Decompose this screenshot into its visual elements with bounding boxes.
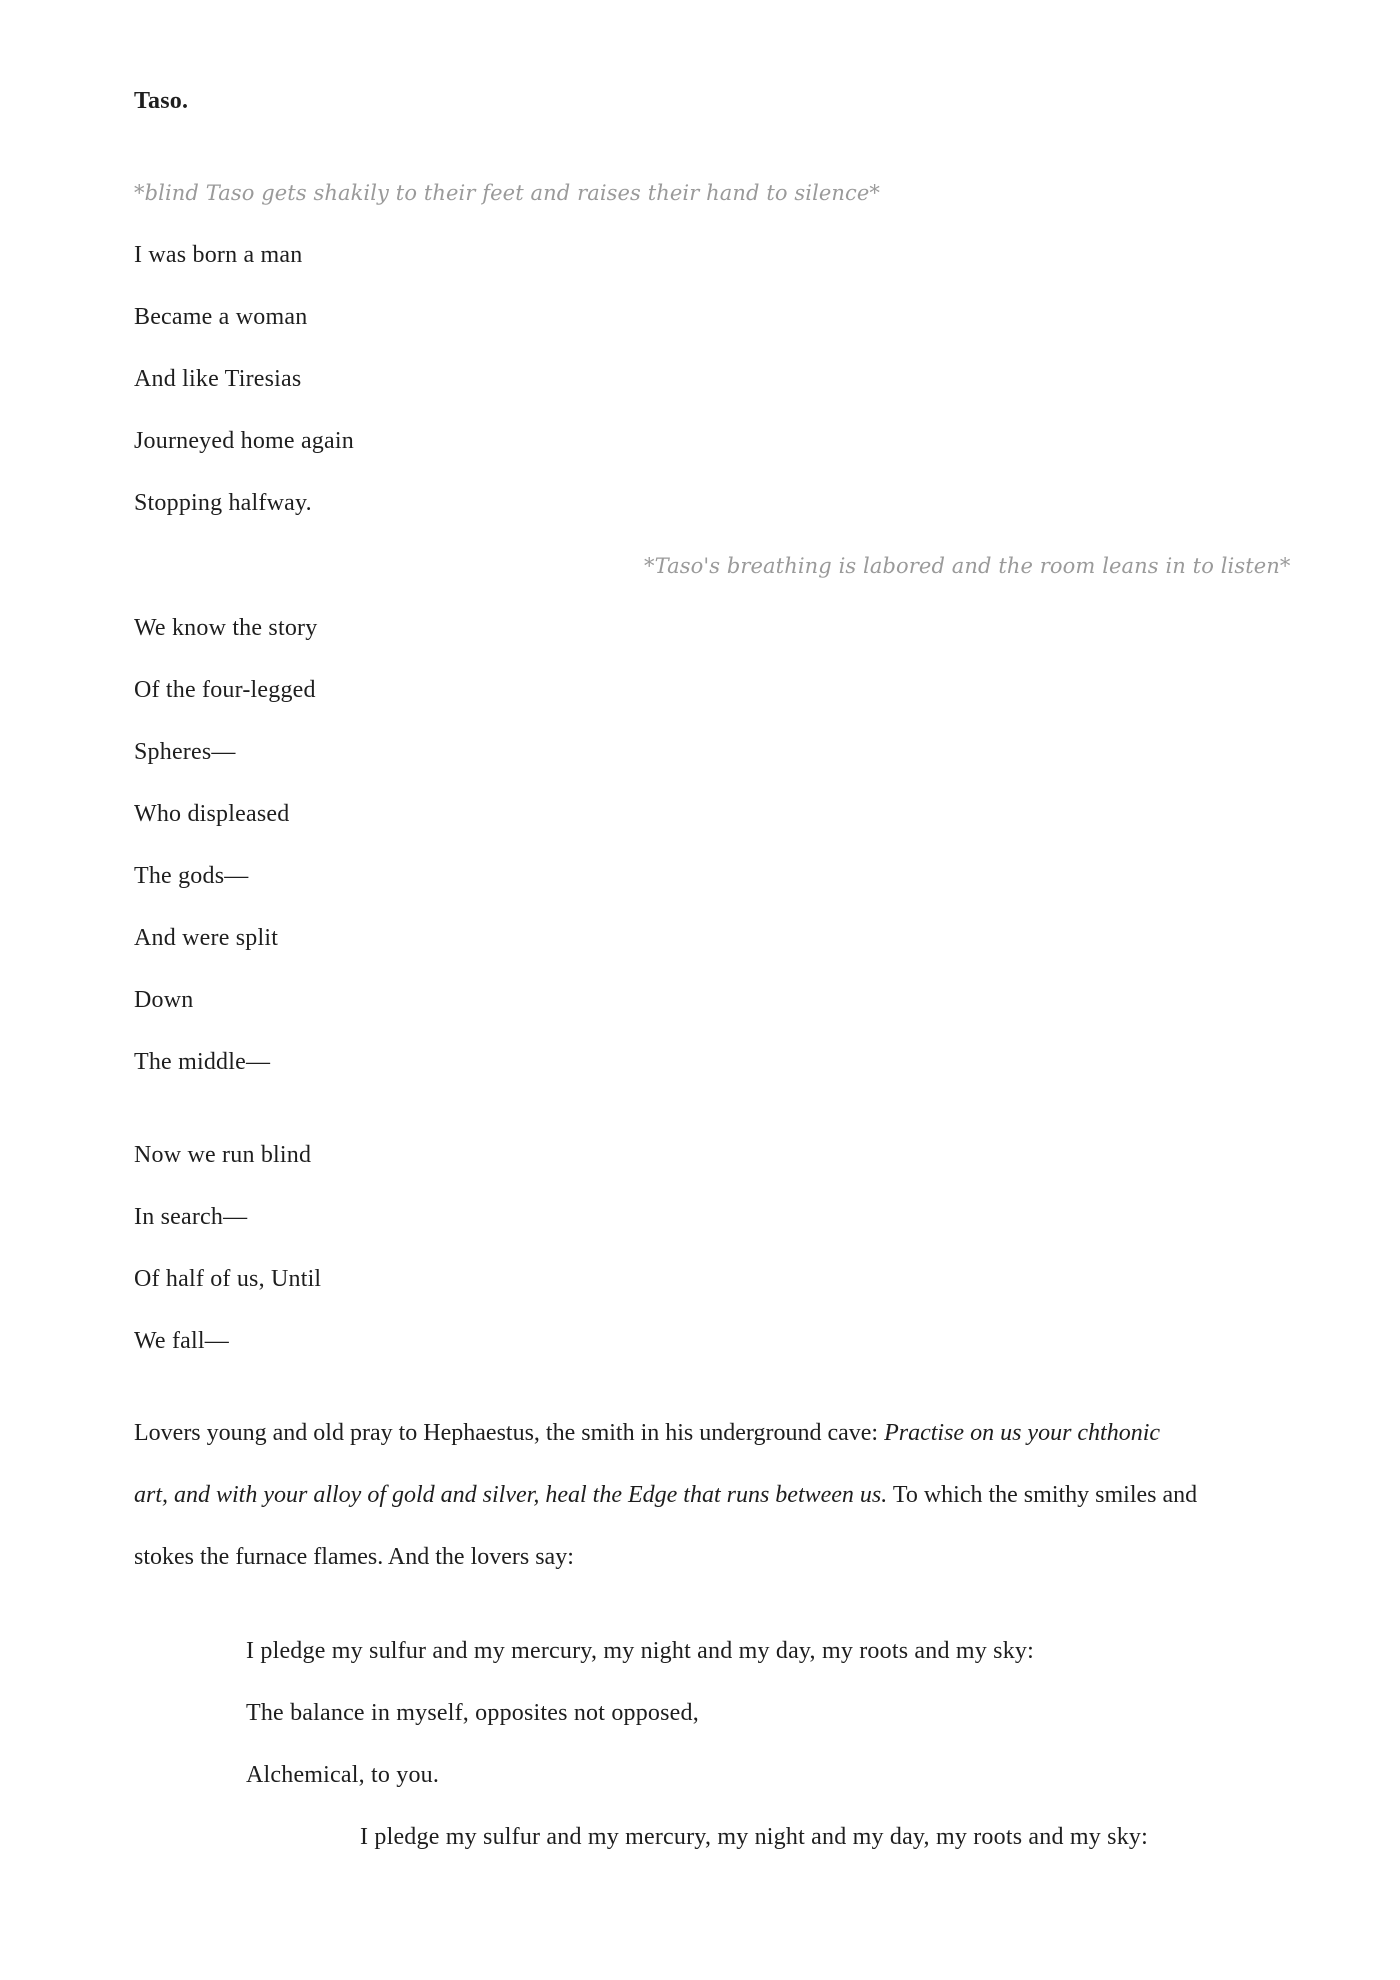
prose-text: Lovers young and old pray to Hephaestus, the smith in his underground cave: (134, 1420, 885, 1446)
verse-line: We fall— (134, 1328, 229, 1354)
stage-direction: *blind Taso gets shakily to their feet and raises their hand to silence* (134, 181, 881, 205)
prose-prayer: Practise on us your chthonic (884, 1420, 1161, 1446)
verse-line: Of half of us, Until (134, 1266, 322, 1292)
verse-line: The gods— (134, 863, 249, 889)
verse-line: And were split (134, 925, 279, 951)
prose-prayer: art, and with your alloy of gold and silver, heal the Edge that runs between us. (134, 1482, 888, 1508)
verse-line: Stopping halfway. (134, 490, 312, 516)
stage-direction: *Taso's breathing is labored and the room leans in to listen* (644, 554, 1291, 578)
speaker-name: Taso. (134, 88, 189, 114)
prose-text: To which the smithy smiles and (887, 1482, 1198, 1508)
prose-line (134, 1482, 1197, 1509)
verse-line: Down (134, 987, 194, 1013)
verse-line: In search— (134, 1204, 248, 1230)
pledge-line: Alchemical, to you. (246, 1762, 440, 1788)
pledge-line: The balance in myself, opposites not opposed, (246, 1700, 699, 1726)
pledge-line-repeat: I pledge my sulfur and my mercury, my night and my day, my roots and my sky: (360, 1824, 1148, 1850)
prose-text: stokes the furnace flames. And the lovers say: (134, 1544, 574, 1570)
prose-line (134, 1544, 574, 1571)
verse-line: Became a woman (134, 304, 308, 330)
verse-line: The middle— (134, 1049, 271, 1075)
verse-line: And like Tiresias (134, 366, 302, 392)
verse-line: Spheres— (134, 739, 236, 765)
verse-line: Now we run blind (134, 1142, 312, 1168)
verse-line: Who displeased (134, 801, 290, 827)
verse-line: Of the four-legged (134, 677, 316, 703)
pledge-line: I pledge my sulfur and my mercury, my night and my day, my roots and my sky: (246, 1638, 1034, 1664)
verse-line: We know the story (134, 615, 318, 641)
prose-line (134, 1420, 1160, 1447)
verse-line: Journeyed home again (134, 428, 354, 454)
verse-line: I was born a man (134, 242, 303, 268)
